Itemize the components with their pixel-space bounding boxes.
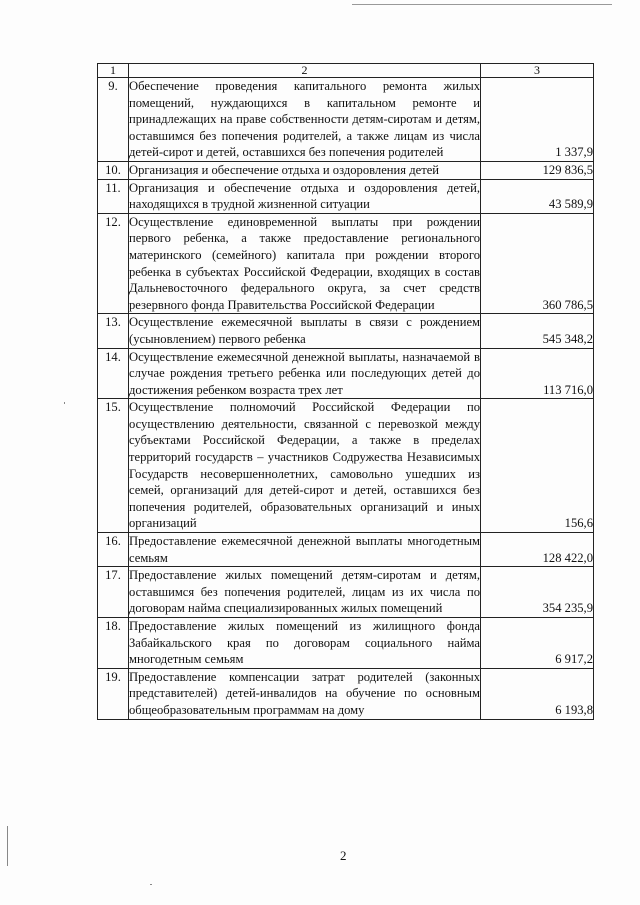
table-row	[98, 348, 594, 399]
table-row	[98, 78, 594, 162]
row-value: 360 786,5	[481, 213, 594, 314]
row-value: 354 235,9	[481, 567, 594, 618]
row-text: Предоставление жилых помещений детям-сиротам и детям, оставшимся без попечения родителей, лицам из их числа по договорам найма специализированных жилых помещений	[129, 567, 481, 618]
top-edge-line	[352, 4, 612, 5]
row-number: 19.	[98, 668, 129, 719]
row-number: 10.	[98, 161, 129, 179]
table-row	[98, 213, 594, 314]
page-number: 2	[340, 848, 347, 863]
table-row	[98, 399, 594, 533]
row-value: 113 716,0	[481, 348, 594, 399]
row-value: 6 917,2	[481, 618, 594, 669]
table-row	[98, 668, 594, 719]
header-col-1: 1	[98, 64, 129, 78]
row-text: Осуществление ежемесячной денежной выплаты, назначаемой в случае рождения третьего ребенка или последующих детей до достижения ребенком возраста трех лет	[129, 348, 481, 399]
header-col-2: 2	[129, 64, 481, 78]
row-number: 18.	[98, 618, 129, 669]
row-number: 9.	[98, 78, 129, 162]
row-value: 128 422,0	[481, 533, 594, 567]
row-text: Организация и обеспечение отдыха и оздоровления детей, находящихся в трудной жизненной ситуации	[129, 179, 481, 213]
row-number: 16.	[98, 533, 129, 567]
row-text: Осуществление ежемесячной выплаты в связи с рождением (усыновлением) первого ребенка	[129, 314, 481, 348]
table-header-row	[98, 64, 594, 78]
budget-table	[97, 63, 594, 720]
table-row	[98, 533, 594, 567]
row-number: 11.	[98, 179, 129, 213]
table-row	[98, 618, 594, 669]
scan-speck	[64, 402, 65, 404]
row-value: 6 193,8	[481, 668, 594, 719]
scan-artifact	[7, 826, 8, 866]
row-text: Осуществление полномочий Российской Федерации по осуществлению деятельности, связанной с перевозкой между субъектами Российской Федерации, а также в пределах территорий государств – участников Содружества Независимых Государств несовершеннолетних, самовольно ушедших из семей, организаций для детей-сирот и детей, оставшихся без попечения родителей, образовательных организаций и иных организаций	[129, 399, 481, 533]
row-text: Обеспечение проведения капитального ремонта жилых помещений, нуждающихся в капитальном ремонте и принадлежащих на праве собственности детям-сиротам и детям, оставшимся без попечения родителей, а также лицам из числа детей-сирот и детей, оставшихся без попечения родителей	[129, 78, 481, 162]
row-value: 1 337,9	[481, 78, 594, 162]
row-number: 13.	[98, 314, 129, 348]
header-col-3: 3	[481, 64, 594, 78]
row-value: 43 589,9	[481, 179, 594, 213]
row-number: 14.	[98, 348, 129, 399]
row-number: 17.	[98, 567, 129, 618]
row-number: 15.	[98, 399, 129, 533]
row-text: Предоставление ежемесячной денежной выплаты многодетным семьям	[129, 533, 481, 567]
row-number: 12.	[98, 213, 129, 314]
row-value: 545 348,2	[481, 314, 594, 348]
table-row	[98, 179, 594, 213]
scan-speck	[150, 884, 152, 885]
row-text: Предоставление компенсации затрат родителей (законных представителей) детей-инвалидов на обучение по основным общеобразовательным программам на дому	[129, 668, 481, 719]
row-text: Предоставление жилых помещений из жилищного фонда Забайкальского края по договорам социального найма многодетным семьям	[129, 618, 481, 669]
table-row	[98, 314, 594, 348]
row-text: Организация и обеспечение отдыха и оздоровления детей	[129, 161, 481, 179]
row-text: Осуществление единовременной выплаты при рождении первого ребенка, а также предоставление регионального материнского (семейного) капитала при рождении второго ребенка в субъектах Российской Федерации, входящих в состав Дальневосточного федерального округа, за счет средств резервного фонда Правительства Российской Федерации	[129, 213, 481, 314]
row-value: 156,6	[481, 399, 594, 533]
table-row	[98, 567, 594, 618]
row-value: 129 836,5	[481, 161, 594, 179]
table-row	[98, 161, 594, 179]
